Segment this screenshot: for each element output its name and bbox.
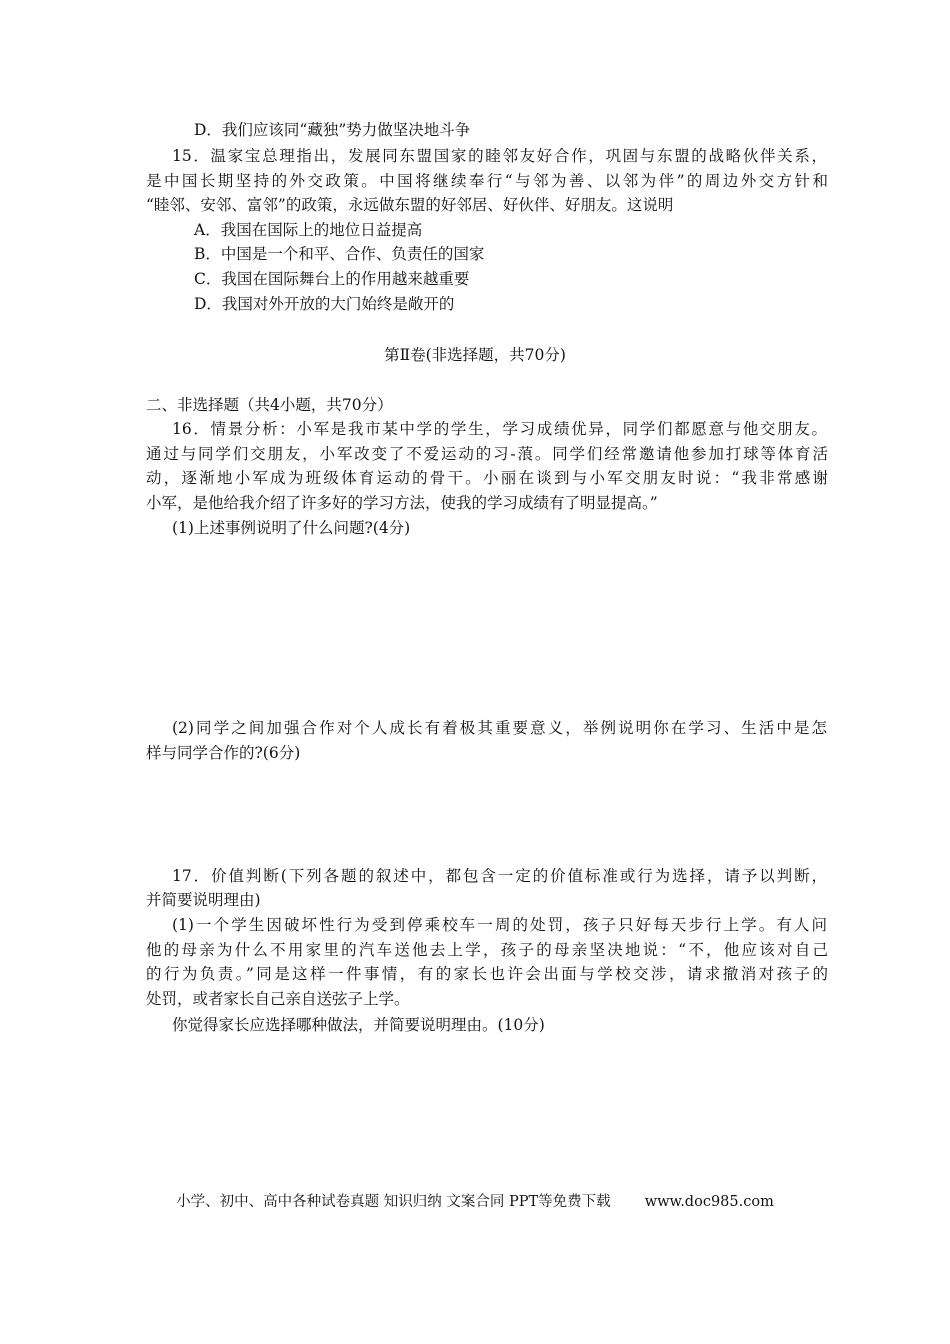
q16-subquestion-1: (1)上述事例说明了什么问题?(4分) <box>172 519 411 537</box>
q14-option-d: D．我们应该同“藏独”势力做坚决地斗争 <box>194 121 471 139</box>
q16-stem-line-1: 16．情景分析：小军是我市某中学的学生，学习成绩优异，同学们都愿意与他交朋友。 <box>172 420 827 438</box>
q17-subquestion-1-line-4: 处罚，或者家长自己亲自送弦子上学。 <box>146 990 410 1008</box>
q15-stem-line-1: 15．温家宝总理指出，发展同东盟国家的睦邻友好合作，巩固与东盟的战略伙伴关系， <box>172 147 827 165</box>
q16-subquestion-2-line-1: (2)同学之间加强合作对个人成长有着极其重要意义，举例说明你在学习、生活中是怎 <box>172 719 827 737</box>
q17-subquestion-1-line-3: 的行为负责。”同是这样一件事情，有的家长也许会出面与学校交涉，请求撤消对孩子的 <box>146 965 828 983</box>
q15-stem-line-2: 是中国长期坚持的外交政策。中国将继续奉行“与邻为善、以邻为伴”的周边外交方针和 <box>146 172 828 190</box>
q16-stem-line-3: 动，逐渐地小军成为班级体育运动的骨干。小丽在谈到与小军交朋友时说：“我非常感谢 <box>146 469 828 487</box>
q16-stem-line-4: 小军，是他给我介绍了许多好的学习方法，使我的学习成绩有了明显提高。” <box>146 494 658 512</box>
q17-subquestion-1-line-1: (1)一个学生因破坏性行为受到停乘校车一周的处罚，孩子只好每天步行上学。有人问 <box>172 916 827 934</box>
page-footer <box>0 1190 950 1211</box>
q16-subquestion-2-line-2: 样与同学合作的?(6分) <box>146 744 301 762</box>
q17-subquestion-1-line-2: 他的母亲为什么不用家里的汽车送他去上学，孩子的母亲坚决地说：“不，他应该对自己 <box>146 941 828 959</box>
q15-stem-line-3: “睦邻、安邻、富邻”的政策，永远做东盟的好邻居、好伙伴、好朋友。这说明 <box>146 196 674 214</box>
q15-option-b: B．中国是一个和平、合作、负责任的国家 <box>194 245 485 263</box>
footer-url[interactable]: www.doc985.com <box>644 1194 774 1210</box>
q17-stem-line-2: 并简要说明理由) <box>146 891 261 909</box>
q17-subquestion-1-question: 你觉得家长应选择哪种做法，并简要说明理由。(10分) <box>172 1016 545 1034</box>
section-2-heading: 二、非选择题（共4小题，共70分） <box>146 396 393 414</box>
q15-option-c: C．我国在国际舞台上的作用越来越重要 <box>194 270 470 288</box>
q15-option-d: D．我国对外开放的大门始终是敞开的 <box>194 295 455 313</box>
q16-stem-line-2: 通过与同学们交朋友，小军改变了不爱运动的习-蒗。同学们经常邀请他参加打球等体育活 <box>146 445 828 463</box>
footer-text: 小学、初中、高中各种试卷真题 知识归纳 文案合同 PPT等免费下载 <box>176 1194 611 1210</box>
q15-option-a: A．我国在国际上的地位日益提高 <box>194 221 423 239</box>
q17-stem-line-1: 17．价值判断(下列各题的叙述中，都包含一定的价值标准或行为选择，请予以判断， <box>172 867 827 885</box>
section-2-title: 第Ⅱ卷(非选择题，共70分) <box>384 346 566 364</box>
